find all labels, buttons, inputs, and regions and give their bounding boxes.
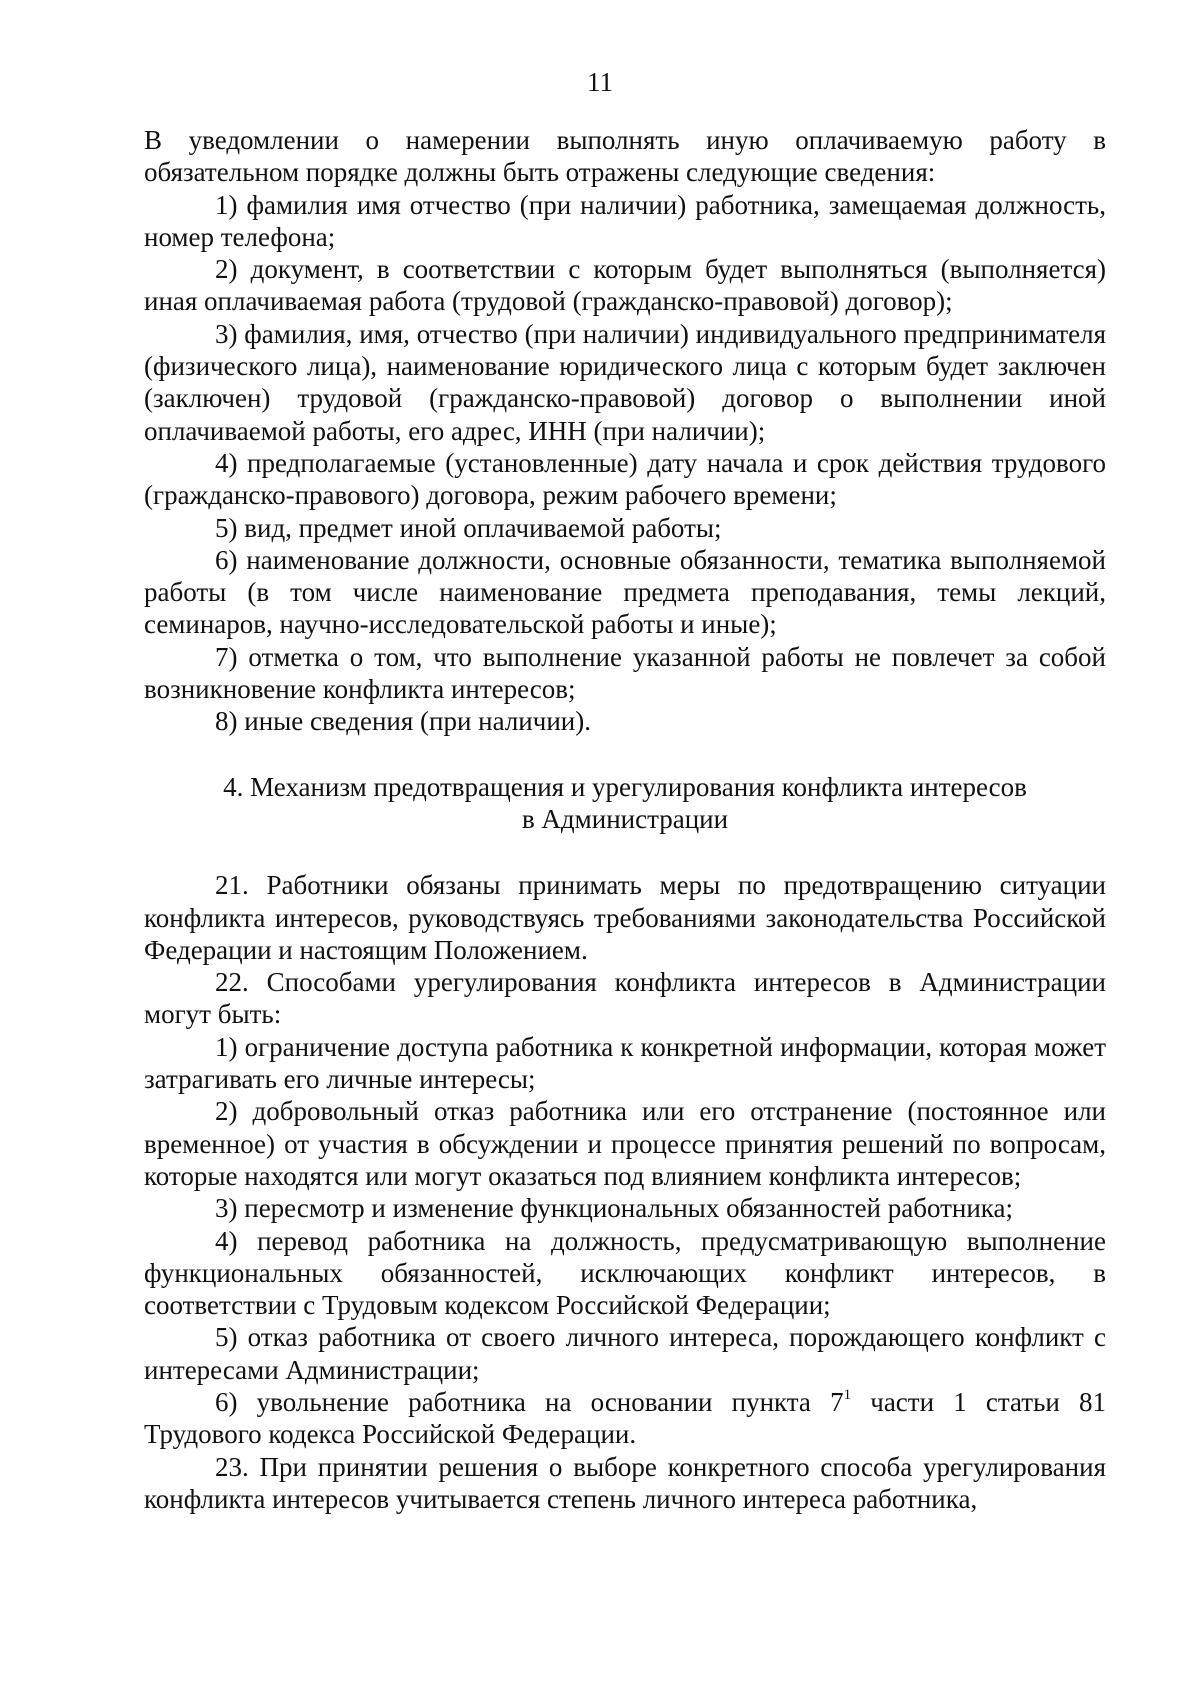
notice-item-6: 6) наименование должности, основные обязанности, тематика выполняемой работы (в том числе наименование предмета преподавания, темы лекций, семинаров, научно-исследовательской работы и иные);	[144, 544, 1106, 640]
document-body	[144, 124, 1106, 1515]
superscript-mark: 1	[843, 1386, 852, 1403]
settlement-item-5: 5) отказ работника от своего личного интереса, порождающего конфликт с интересами Администрации;	[144, 1322, 1106, 1385]
clause-21: 21. Работники обязаны принимать меры по предотвращению ситуации конфликта интересов, руководствуясь требованиями законодательства Российской Федерации и настоящим Положением.	[144, 870, 1106, 965]
clause-23: 23. При принятии решения о выборе конкретного способа урегулирования конфликта интересов учитывается степень личного интереса работника,	[144, 1451, 1106, 1514]
notice-item-5: 5) вид, предмет иной оплачиваемой работы;	[215, 512, 722, 543]
notice-item-8: 8) иные сведения (при наличии).	[215, 706, 591, 737]
section-heading-line-1: 4. Механизм предотвращения и урегулирования конфликта интересов	[223, 771, 1027, 802]
notice-item-1: 1) фамилия имя отчество (при наличии) работника, замещаемая должность, номер телефона;	[144, 189, 1106, 252]
notice-item-2: 2) документ, в соответствии с которым будет выполняться (выполняется) иная оплачиваемая работа (трудовой (гражданско-правовой) договор);	[144, 254, 1106, 317]
notice-item-3: 3) фамилия, имя, отчество (при наличии) индивидуального предпринимателя (физического лица), наименование юридического лица с которым будет заключен (заключен) трудовой (гражданско-правовой) договор о выполнении иной оплачиваемой работы, его адрес, ИНН (при наличии);	[144, 318, 1106, 446]
settlement-item-4: 4) перевод работника на должность, предусматривающую выполнение функциональных обязанностей, исключающих конфликт интересов, в соответствии с Трудовым кодексом Российской Федерации;	[144, 1225, 1106, 1321]
settlement-item-2: 2) добровольный отказ работника или его отстранение (постоянное или временное) от участия в обсуждении и процессе принятия решений по вопросам, которые находятся или могут оказаться под влиянием конфликта интересов;	[144, 1096, 1106, 1191]
notice-intro: В уведомлении о намерении выполнять иную оплачиваемую работу в обязательном порядке должны быть отражены следующие сведения:	[144, 125, 1106, 188]
settlement-item-3: 3) пересмотр и изменение функциональных обязанностей работника;	[215, 1193, 1014, 1224]
settlement-item-6	[144, 1386, 1106, 1451]
settlement-item-1: 1) ограничение доступа работника к конкретной информации, которая может затрагивать его личные интересы;	[144, 1031, 1106, 1095]
clause-22: 22. Способами урегулирования конфликта интересов в Администрации могут быть:	[144, 967, 1106, 1030]
settlement-item-6-text-start: 6) увольнение работника на основании пункта 7	[215, 1386, 844, 1417]
settlement-item-6-text-end: части 1 статьи 81 Трудового кодекса Российской Федерации.	[144, 1386, 1106, 1450]
section-heading	[144, 771, 1106, 836]
notice-item-4: 4) предполагаемые (установленные) дату начала и срок действия трудового (гражданско-правового) договора, режим рабочего времени;	[144, 447, 1106, 511]
notice-item-7: 7) отметка о том, что выполнение указанной работы не повлечет за собой возникновение конфликта интересов;	[144, 641, 1106, 705]
page-number: 11	[587, 67, 613, 97]
section-heading-line-2: в Администрации	[521, 803, 729, 834]
